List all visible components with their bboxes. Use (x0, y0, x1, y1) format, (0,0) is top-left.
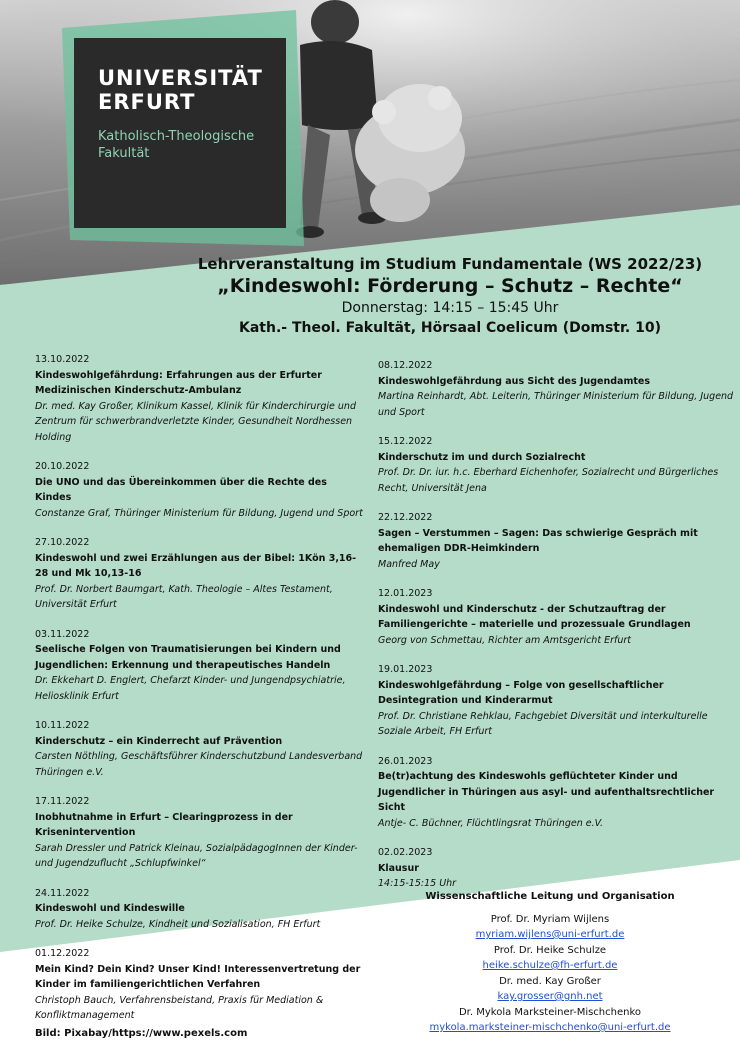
session-speaker: Martina Reinhardt, Abt. Leiterin, Thüringer Ministerium für Bildung, Jugend und Sport (378, 391, 734, 418)
session-entry (35, 627, 365, 705)
schedule-right-column (378, 358, 736, 906)
session-date: 12.01.2023 (378, 588, 433, 599)
organisation-block (395, 889, 705, 1036)
session-title: Klausur (378, 862, 419, 874)
logo-faculty-line1: Katholisch-Theologische (98, 129, 255, 144)
organiser-name: Prof. Dr. Myriam Wijlens (490, 913, 610, 925)
session-title: Kinderschutz im und durch Sozialrecht (378, 451, 586, 463)
schedule-left-column (35, 352, 365, 1038)
session-speaker: Antje- C. Büchner, Flüchtlingsrat Thüringen e.V. (378, 817, 604, 829)
session-speaker: Dr. med. Kay Großer, Klinikum Kassel, Klinik für Kinderchirurgie und Zentrum für schwerbrandverletzte Kinder, Gesundheit Nordhessen Holding (35, 400, 356, 443)
session-title: Mein Kind? Dein Kind? Unser Kind! Interessenvertretung der Kinder im familiengerichtlichen Verfahren (35, 963, 361, 990)
session-date: 20.10.2022 (35, 461, 90, 472)
organisation-people (395, 912, 705, 1036)
logo-faculty-line2: Fakultät (98, 146, 150, 161)
session-entry (35, 886, 365, 933)
logo-university-line1: UNIVERSITÄT (98, 66, 263, 90)
logo-university-line2: ERFURT (98, 90, 196, 114)
session-date: 17.11.2022 (35, 796, 90, 807)
session-speaker: Prof. Dr. Christiane Rehklau, Fachgebiet Diversität und interkulturelle Soziale Arbeit, FH Erfurt (378, 710, 708, 737)
session-speaker: Prof. Dr. Norbert Baumgart, Kath. Theologie – Altes Testament, Universität Erfurt (35, 583, 333, 610)
session-entry (35, 794, 365, 872)
logo-faculty (98, 128, 266, 162)
session-entry (378, 586, 736, 648)
organiser-name: Dr. med. Kay Großer (499, 975, 601, 987)
session-title: Kindeswohl und Kinderschutz - der Schutzauftrag der Familiengerichte – materielle und prozessuale Grundlagen (378, 603, 691, 630)
session-speaker: Constanze Graf, Thüringer Ministerium für Bildung, Jugend und Sport (35, 507, 363, 519)
session-date: 22.12.2022 (378, 512, 433, 523)
session-entry (35, 459, 365, 521)
session-date: 27.10.2022 (35, 537, 90, 548)
session-date: 02.02.2023 (378, 847, 433, 858)
course-header (150, 254, 740, 338)
session-date: 26.01.2023 (378, 755, 433, 767)
session-entry (35, 718, 365, 780)
session-speaker: Georg von Schmettau, Richter am Amtsgericht Erfurt (378, 634, 631, 646)
session-title: Be(tr)achtung des Kindeswohls geflüchteter Kinder und Jugendlicher in Thüringen aus asyl- und aufenthaltsrechtlicher Sicht (378, 771, 715, 813)
session-date: 15.12.2022 (378, 436, 433, 447)
session-title: Sagen – Verstummen – Sagen: Das schwierige Gespräch mit ehemaligen DDR-Heimkindern (378, 527, 698, 554)
session-title: Kindeswohlgefährdung: Erfahrungen aus der Erfurter Medizinischen Kinderschutz-Ambulanz (35, 369, 322, 396)
session-date: 03.11.2022 (35, 628, 90, 640)
course-location: Kath.- Theol. Fakultät, Hörsaal Coelicum (Domstr. 10) (239, 320, 661, 336)
session-entry (378, 434, 736, 496)
session-title: Kindeswohlgefährdung – Folge von gesellschaftlicher Desintegration und Kinderarmut (378, 679, 664, 706)
session-speaker: Carsten Nöthling, Geschäftsführer Kinderschutzbund Landesverband Thüringen e.V. (35, 751, 363, 778)
session-speaker: Sarah Dressler und Patrick Kleinau, SozialpädagogInnen der Kinder- und Jugendzuflucht „Schlupfwinkel“ (35, 842, 358, 869)
session-entry (35, 352, 365, 445)
session-title: Kindeswohlgefährdung aus Sicht des Jugendamtes (378, 375, 651, 387)
session-entry (378, 754, 736, 832)
session-date: 24.11.2022 (35, 887, 90, 899)
organiser-name: Prof. Dr. Heike Schulze (493, 944, 607, 956)
session-speaker: Prof. Dr. Heike Schulze, Kindheit und Sozialisation, FH Erfurt (35, 918, 321, 930)
course-title: „Kindeswohl: Förderung – Schutz – Rechte“ (217, 275, 683, 297)
session-speaker: Dr. Ekkehart D. Englert, Chefarzt Kinder- und Jungendpsychiatrie, Heliosklinik Erfurt (35, 675, 346, 702)
session-title: Inobhutnahme in Erfurt – Clearingprozess in der Krisenintervention (35, 811, 293, 838)
session-date: 01.12.2022 (35, 948, 90, 959)
session-date: 19.01.2023 (378, 664, 433, 675)
session-title: Kindeswohl und Kindeswille (35, 903, 185, 914)
university-logo (74, 38, 286, 228)
image-credit: Bild: Pixabay/https://www.pexels.com (35, 1028, 248, 1039)
session-entry (378, 662, 736, 740)
session-title: Kinderschutz – ein Kinderrecht auf Prävention (35, 735, 283, 747)
session-title: Die UNO und das Übereinkommen über die Rechte des Kindes (35, 476, 327, 503)
organisation-heading: Wissenschaftliche Leitung und Organisation (425, 891, 675, 902)
session-entry (378, 845, 736, 892)
session-speaker: Manfred May (378, 558, 440, 570)
session-entry (378, 510, 736, 572)
organiser-email-link[interactable]: kay.grosser@gnh.net (497, 991, 603, 1002)
session-title: Kindeswohl und zwei Erzählungen aus der Bibel: 1Kön 3,16-28 und Mk 10,13-16 (35, 552, 357, 579)
organiser-email-link[interactable]: myriam.wijlens@uni-erfurt.de (475, 929, 625, 940)
session-entry (35, 946, 365, 1024)
session-date: 13.10.2022 (35, 354, 90, 365)
session-speaker: Prof. Dr. Dr. iur. h.c. Eberhard Eichenhofer, Sozialrecht und Bürgerliches Recht, Universität Jena (378, 467, 719, 494)
organiser-email-link[interactable]: heike.schulze@fh-erfurt.de (482, 960, 618, 971)
session-speaker: 14:15-15:15 Uhr (378, 878, 457, 889)
session-date: 10.11.2022 (35, 720, 90, 731)
session-entry (35, 535, 365, 613)
course-type: Lehrveranstaltung im Studium Fundamentale (WS 2022/23) (197, 255, 703, 273)
organiser-email-link[interactable]: mykola.marksteiner-mischchenko@uni-erfurt.de (429, 1022, 671, 1033)
session-speaker: Christoph Bauch, Verfahrensbeistand, Praxis für Mediation & Konfliktmanagement (35, 994, 324, 1021)
session-date: 08.12.2022 (378, 360, 433, 371)
course-time: Donnerstag: 14:15 – 15:45 Uhr (341, 300, 559, 316)
organiser-name: Dr. Mykola Marksteiner-Mischchenko (458, 1006, 642, 1018)
session-entry (378, 358, 736, 420)
session-title: Seelische Folgen von Traumatisierungen bei Kindern und Jugendlichen: Erkennung und therapeutisches Handeln (35, 644, 341, 671)
